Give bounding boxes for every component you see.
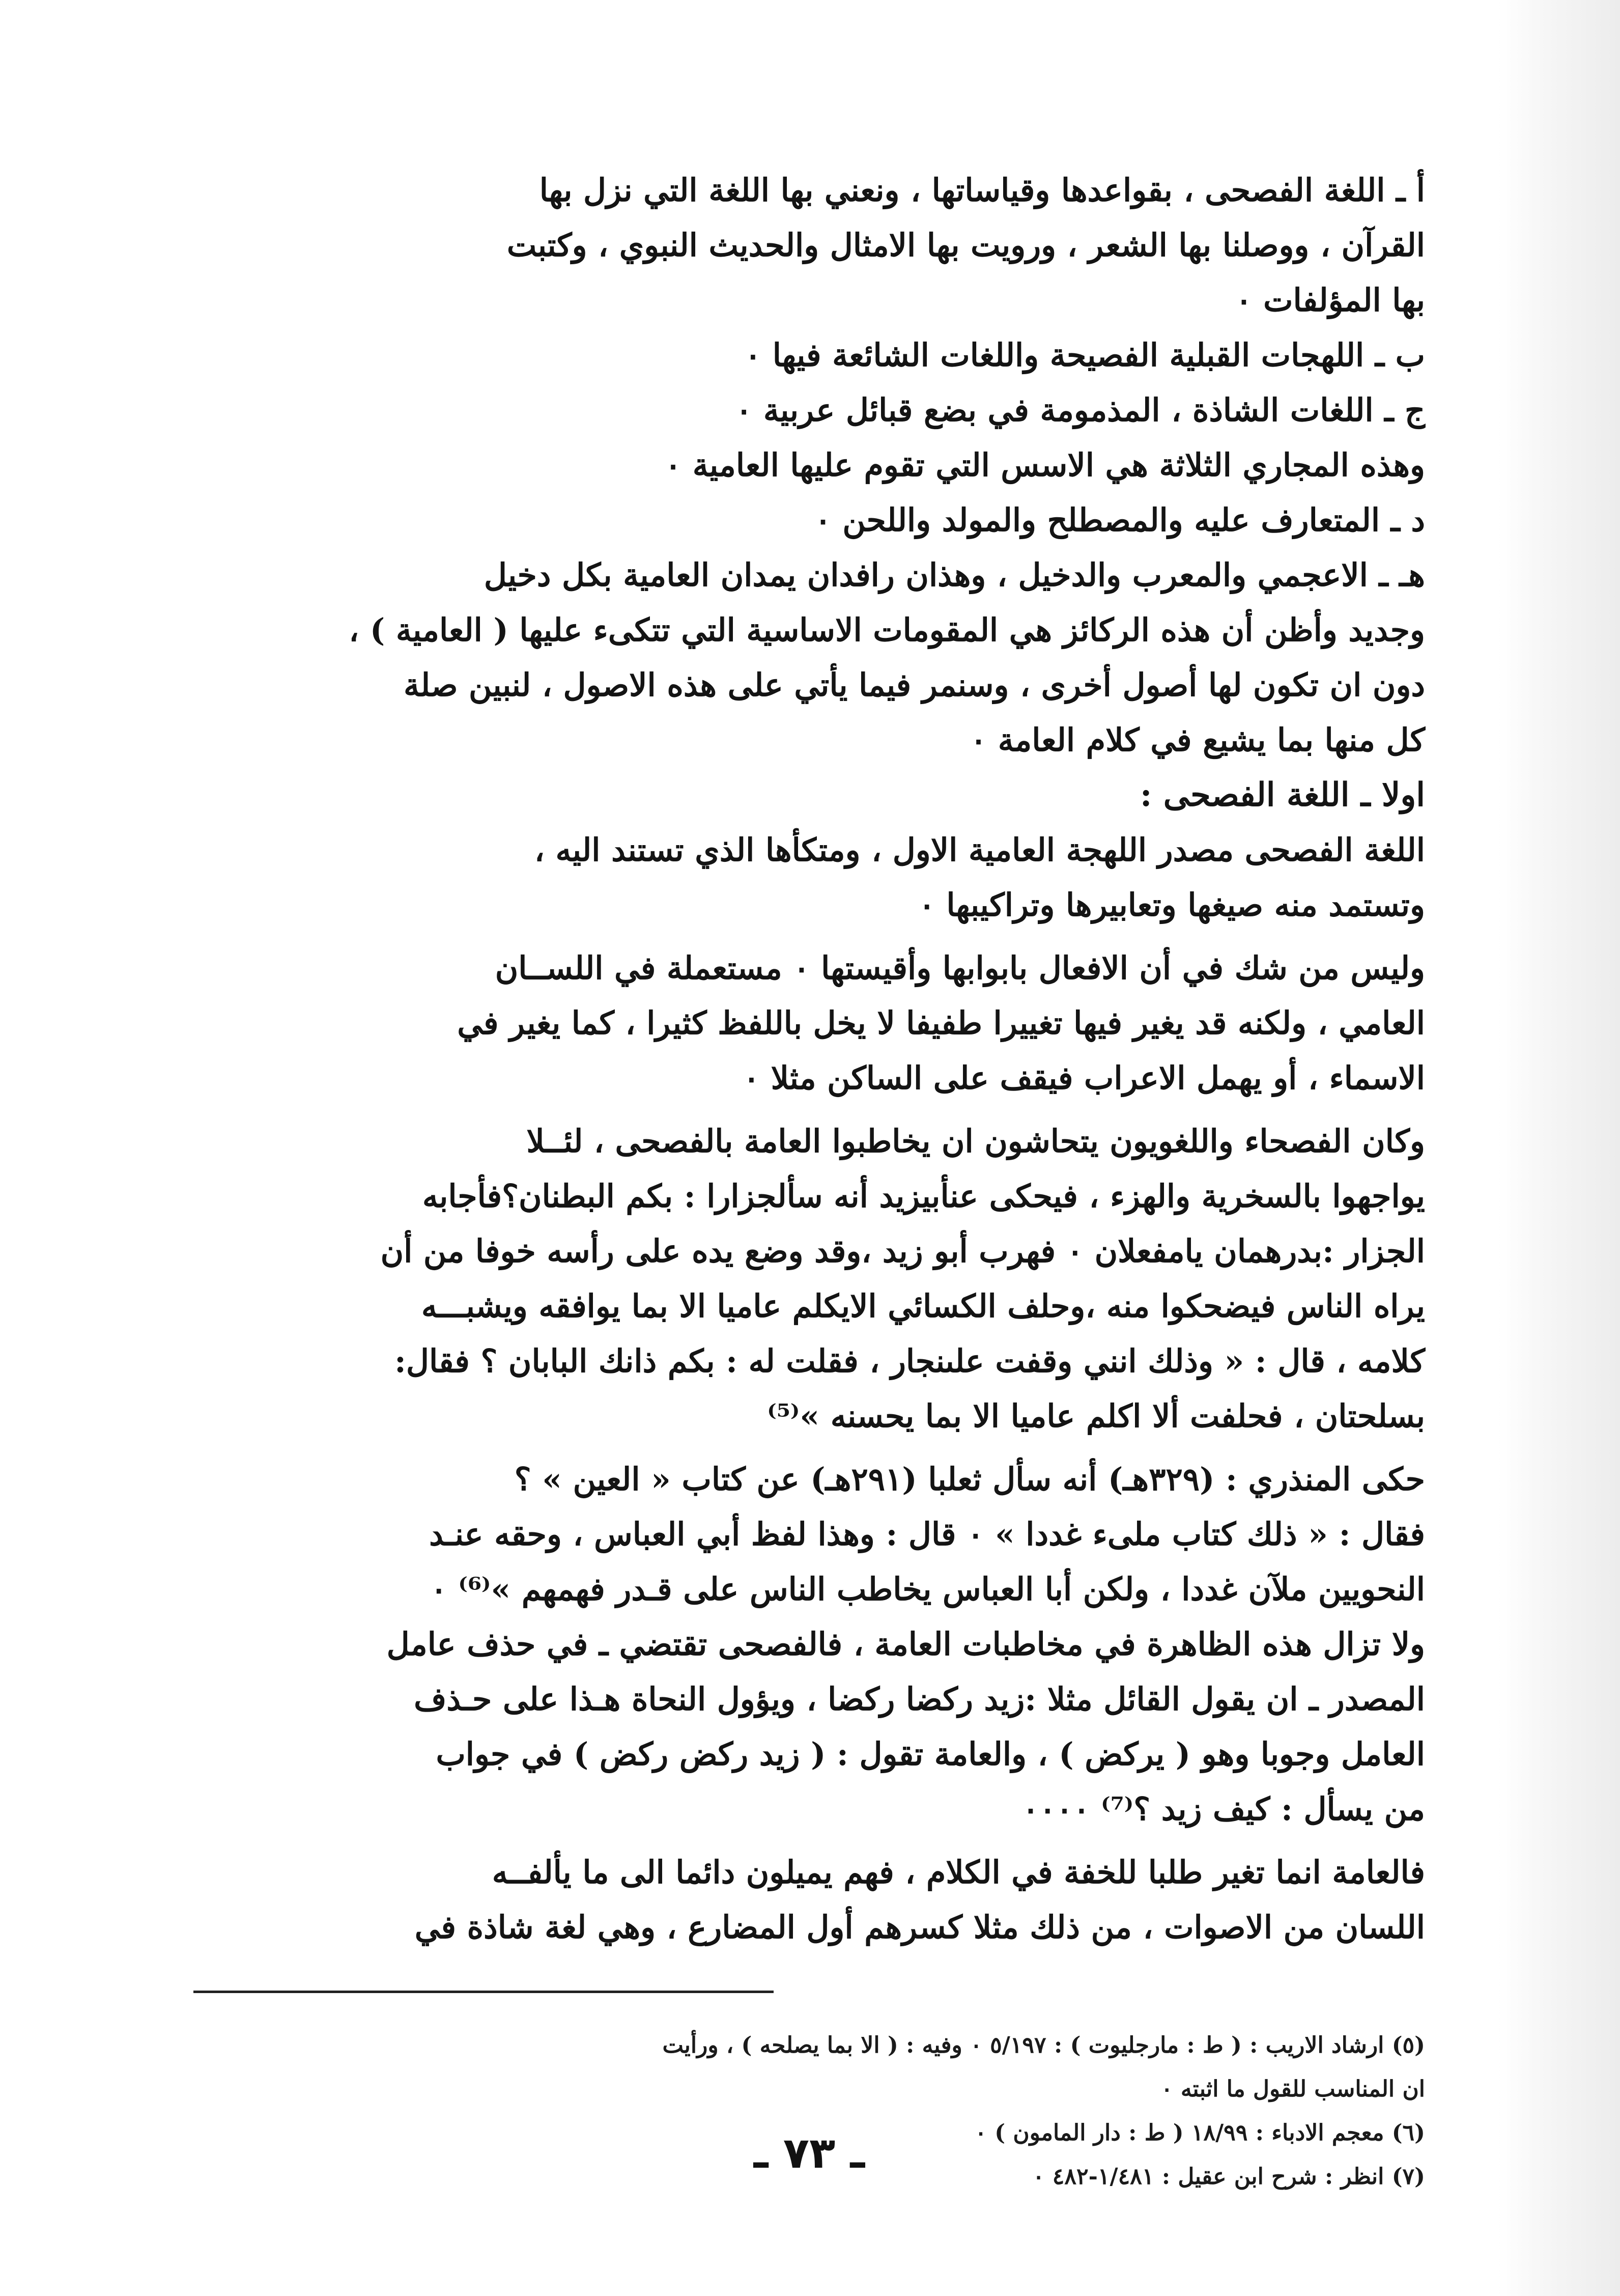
text-line: الجزار :بدرهمان يامفعلان ٠ فهرب أبو زيد ،وقد وضع يده على رأسه خوفا من أن xyxy=(380,1233,1425,1270)
text-line: وهذه المجاري الثلاثة هي الاسس التي تقوم عليها العامية ٠ xyxy=(664,446,1425,484)
text-line: الاسماء ، أو يهمل الاعراب فيقف على الساكن مثلا ٠ xyxy=(743,1059,1425,1097)
text-line: ولا تزال هذه الظاهرة في مخاطبات العامة ، فالفصحى تقتضي ـ في حذف عامل xyxy=(386,1626,1425,1663)
text-line: وتستمد منه صيغها وتعابيرها وتراكيبها ٠ xyxy=(918,886,1425,923)
text-line: دون ان تكون لها أصول أخرى ، وسنمر فيما يأتي على هذه الاصول ، لنبين صلة xyxy=(404,666,1425,704)
text-line: أ ـ اللغة الفصحى ، بقواعدها وقياساتها ، ونعني بها اللغة التي نزل بها xyxy=(539,172,1425,209)
list-item-d: د ـ المتعارف عليه والمصطلح والمولد واللحن ٠ xyxy=(814,501,1425,539)
paragraph xyxy=(193,941,1425,1106)
text-line: من يسأل : كيف زيد ؟⁽⁷⁾ ٠٠٠٠ xyxy=(1022,1790,1425,1828)
text-line: كل منها بما يشيع في كلام العامة ٠ xyxy=(970,721,1425,759)
list-item-h: هـ ـ الاعجمي والمعرب والدخيل ، وهذان رافدان يمدان العامية بكل دخيل xyxy=(484,556,1425,594)
text-line: المصدر ـ ان يقول القائل مثلا :زيد ركضا ركضا ، ويؤول النحاة هـذا على حـذف xyxy=(414,1681,1425,1718)
text-line: فقال : « ذلك كتاب ملىء غددا » ٠ قال : وهذا لفظ أبي العباس ، وحقه عنـد xyxy=(429,1516,1425,1553)
paragraph-gap xyxy=(193,1837,1425,1845)
text-line: يراه الناس فيضحكوا منه ،وحلف الكسائي الايكلم عاميا الا بما يوافقه ويشبـــه xyxy=(421,1287,1425,1325)
text-line: اللسان من الاصوات ، من ذلك مثلا كسرهم أول المضارع ، وهي لغة شاذة في xyxy=(414,1909,1425,1946)
list-item-j: ج ـ اللغات الشاذة ، المذمومة في بضع قبائل عربية ٠ xyxy=(735,391,1425,429)
text-line: العامي ، ولكنه قد يغير فيها تغييرا طفيفا لا يخل باللفظ كثيرا ، كما يغير في xyxy=(457,1004,1425,1042)
paragraph xyxy=(193,1114,1425,1444)
paragraph xyxy=(193,823,1425,933)
page-number: ـ ٧٣ ـ xyxy=(753,2128,865,2178)
paragraph xyxy=(193,1845,1425,1955)
text-line: العامل وجوبا وهو ( يركض ) ، والعامة تقول : ( زيد ركض ركض ) في جواب xyxy=(436,1735,1425,1773)
footnote-5: (٥) ارشاد الاريب : ( ط : مارجليوت ) : ٥/١٩٧ ٠ وفيه : ( الا بما يصلحه ) ، ورأيت xyxy=(662,2032,1425,2058)
text-line: النحويين ملآن غددا ، ولكن أبا العباس يخاطب الناس على قـدر فهمهم »⁽⁶⁾ ٠ xyxy=(430,1571,1425,1608)
text-line: وليس من شك في أن الافعال بابوابها وأقيستها ٠ مستعملة في اللســان xyxy=(495,949,1425,987)
paragraph-gap xyxy=(193,1106,1425,1114)
paragraph xyxy=(193,1452,1425,1837)
text-line: وكان الفصحاء واللغويون يتحاشون ان يخاطبوا العامة بالفصحى ، لئــلا xyxy=(526,1123,1425,1160)
text-line: يواجهوا بالسخرية والهزء ، فيحكى عنأبيزيد أنه سألجزارا : بكم البطنان؟فأجابه xyxy=(422,1178,1425,1215)
page-content xyxy=(193,163,1425,2199)
text-line: حكى المنذري : (٣٢٩هـ) أنه سأل ثعلبا (٢٩١هـ) عن كتاب « العين » ؟ xyxy=(514,1461,1425,1498)
list-item-b: ب ـ اللهجات القبلية الفصيحة واللغات الشائعة فيها ٠ xyxy=(744,337,1425,374)
text-line: كلامه ، قال : « وذلك انني وقفت علىنجار ، فقلت له : بكم ذانك البابان ؟ فقال: xyxy=(394,1342,1425,1380)
footnote-7: (٧) انظر : شرح ابن عقيل : ١/٤٨١-٤٨٢ ٠ xyxy=(1032,2164,1425,2190)
text-line: وجديد وأظن أن هذه الركائز هي المقومات الاساسية التي تتكىء عليها ( العامية ) ، xyxy=(349,611,1425,649)
footnote-5-continued: ان المناسب للقول ما اثبته ٠ xyxy=(1160,2076,1425,2102)
footnote-divider xyxy=(193,1991,774,1993)
text-line: بسلحتان ، فحلفت ألا اكلم عاميا الا بما يحسنه »⁽⁵⁾ xyxy=(767,1397,1425,1435)
paragraph-gap xyxy=(193,1444,1425,1452)
text-line: بها المؤلفات ٠ xyxy=(1235,282,1425,319)
text-line: فالعامة انما تغير طلبا للخفة في الكلام ، فهم يميلون دائما الى ما يألفــه xyxy=(492,1854,1425,1891)
section-heading: اولا ـ اللغة الفصحى : xyxy=(1140,776,1425,814)
intro-block xyxy=(193,163,1425,768)
footnote-6: (٦) معجم الادباء : ١٨/٩٩ ( ط : دار المامون ) ٠ xyxy=(975,2120,1425,2146)
text-line: اللغة الفصحى مصدر اللهجة العامية الاول ، ومتكأها الذي تستند اليه ، xyxy=(534,831,1425,869)
scan-page-edge xyxy=(1498,0,1620,2296)
text-line: القرآن ، ووصلنا بها الشعر ، ورويت بها الامثال والحديث النبوي ، وكتبت xyxy=(506,227,1425,264)
paragraph-gap xyxy=(193,933,1425,941)
